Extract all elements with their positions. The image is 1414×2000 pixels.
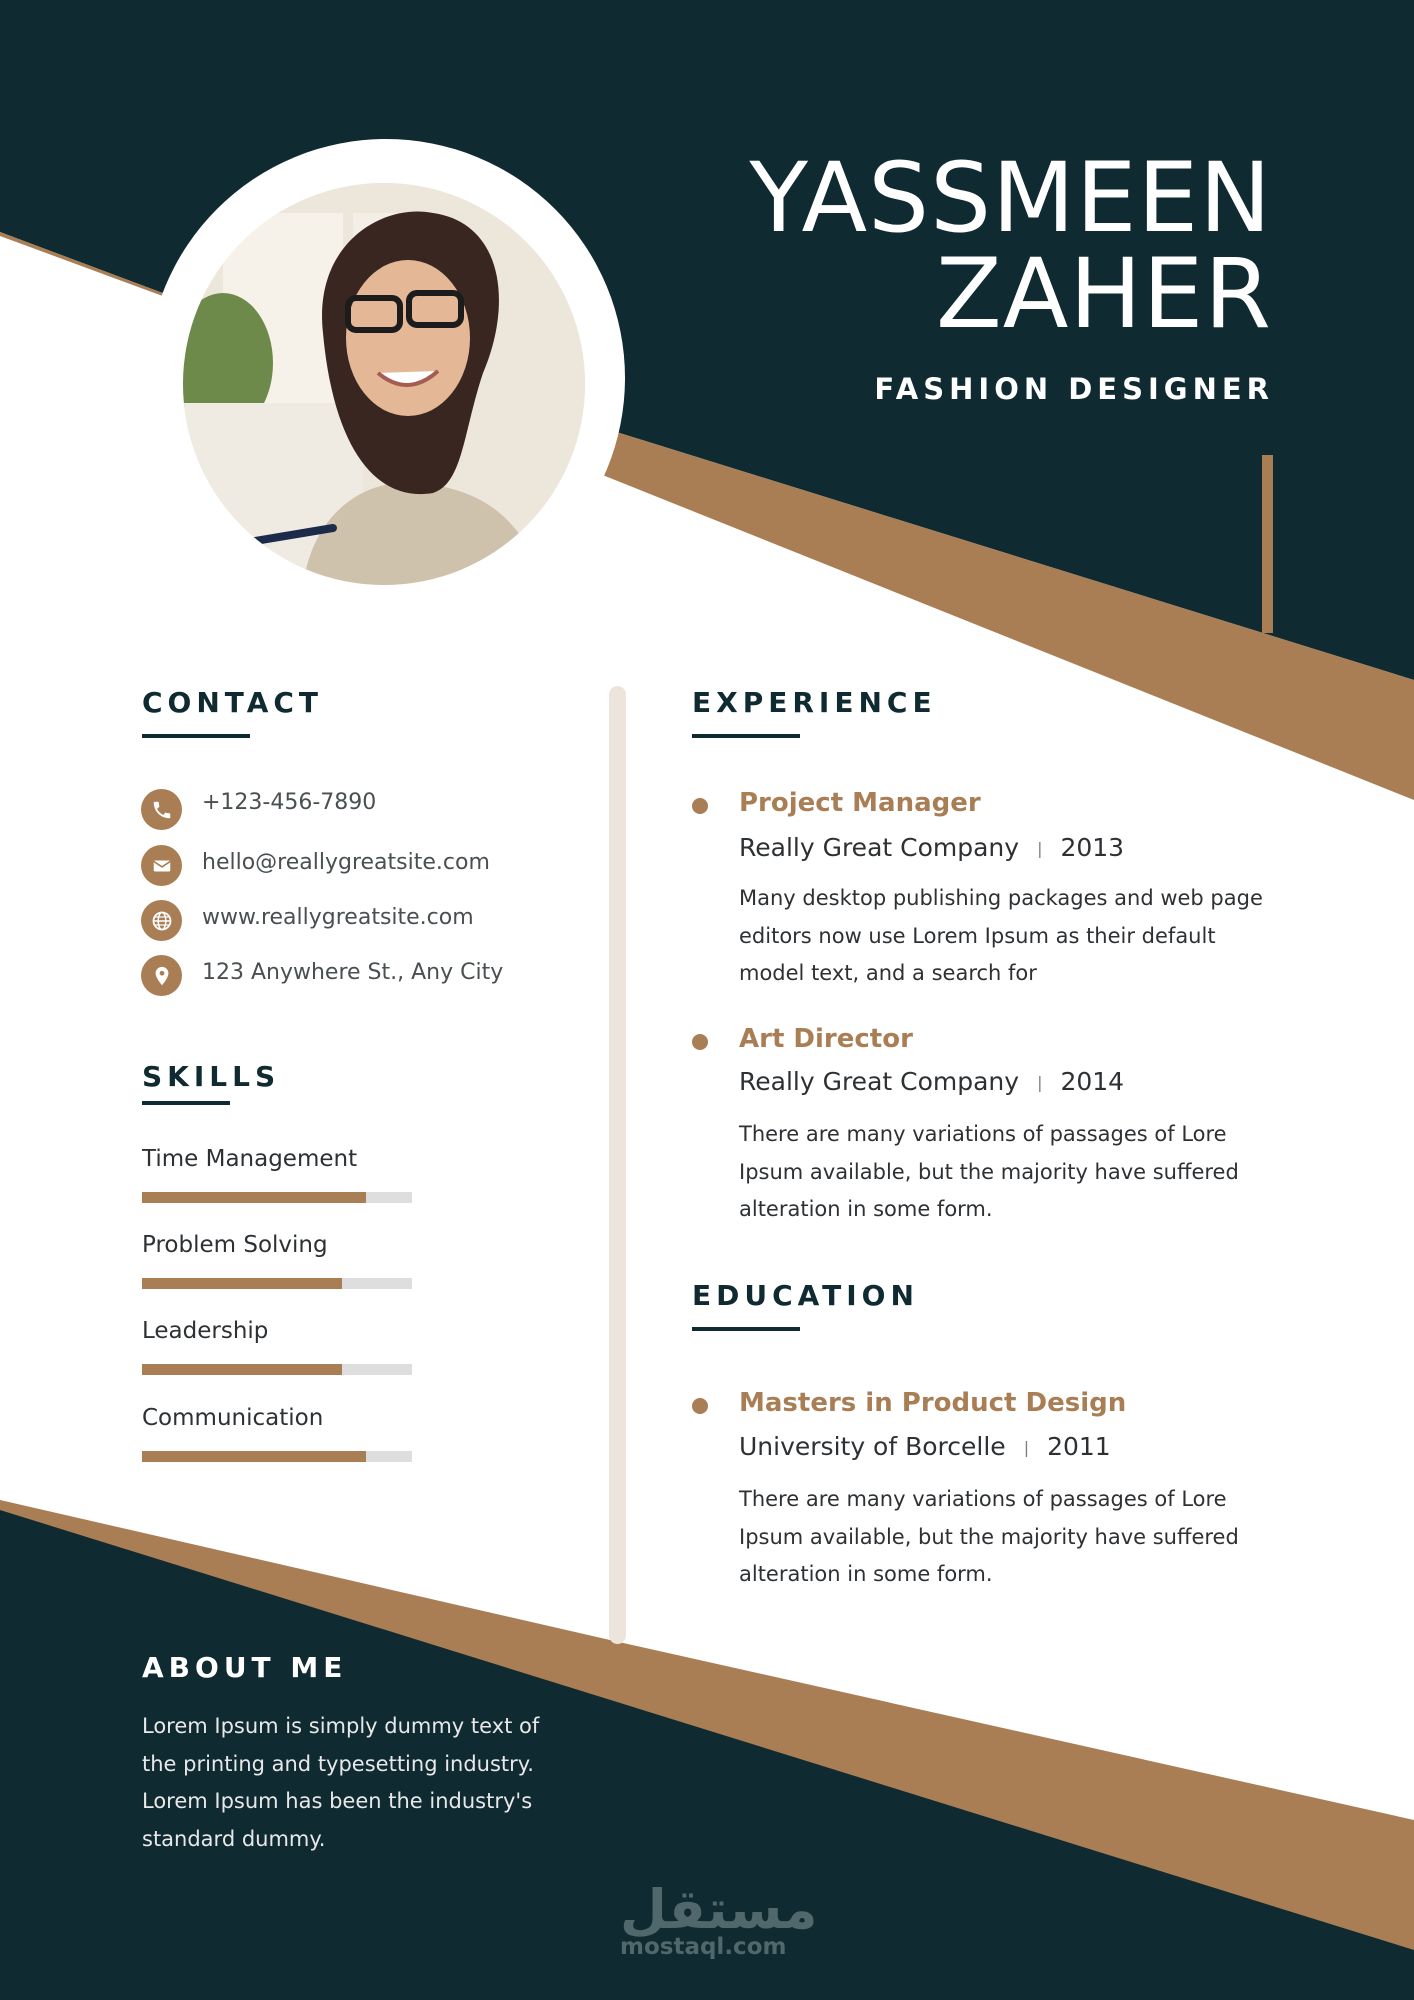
header-accent-bar [1262, 455, 1273, 633]
education-bullet [692, 1398, 708, 1414]
experience-heading: EXPERIENCE [692, 686, 937, 719]
contact-phone[interactable]: +123-456-7890 [202, 790, 377, 815]
separator: | [1023, 1438, 1030, 1457]
experience-company-line [739, 833, 1124, 862]
skill-bar [142, 1278, 412, 1289]
first-name: YASSMEEN [749, 142, 1272, 254]
skill-bar [142, 1364, 412, 1375]
experience-company: Really Great Company [739, 833, 1020, 862]
experience-company-line [739, 1067, 1124, 1096]
phone-icon [141, 789, 182, 830]
experience-bullet [692, 1034, 708, 1050]
skill-label: Time Management [142, 1146, 358, 1172]
separator: | [1037, 1073, 1043, 1092]
experience-description: There are many variations of passages of Lore Ipsum available, but the majority have suffered alteration in some form. [739, 1122, 1239, 1221]
skills-underline [142, 1101, 230, 1105]
experience-bullet [692, 798, 708, 814]
column-divider [609, 686, 626, 1644]
about-text: Lorem Ipsum is simply dummy text of the printing and typesetting industry. Lorem Ipsum has been the industry's standard dummy. [142, 1714, 540, 1851]
education-description: There are many variations of passages of Lore Ipsum available, but the majority have suffered alteration in some form. [739, 1487, 1239, 1586]
last-name: ZAHER [936, 238, 1272, 350]
experience-year: 2014 [1060, 1067, 1125, 1096]
education-heading: EDUCATION [692, 1279, 919, 1312]
contact-heading: CONTACT [142, 686, 324, 719]
experience-year: 2013 [1060, 833, 1125, 862]
skill-bar-fill [142, 1451, 366, 1462]
education-school: University of Borcelle [739, 1432, 1006, 1461]
education-degree: Masters in Product Design [739, 1388, 1127, 1418]
education-underline [692, 1327, 800, 1331]
job-title: FASHION DESIGNER [874, 372, 1274, 406]
watermark-logo: مستقل [620, 1878, 818, 1941]
education-school-line [739, 1432, 1111, 1461]
skills-heading: SKILLS [142, 1060, 281, 1093]
experience-underline [692, 734, 800, 738]
education-year: 2011 [1047, 1432, 1111, 1461]
skill-bar [142, 1192, 412, 1203]
skill-bar [142, 1451, 412, 1462]
location-pin-icon [141, 955, 182, 996]
experience-role: Project Manager [739, 788, 981, 818]
contact-website[interactable]: www.reallygreatsite.com [202, 905, 474, 930]
experience-company: Really Great Company [739, 1067, 1020, 1096]
candidate-name [749, 142, 1272, 350]
contact-email[interactable]: hello@reallygreatsite.com [202, 850, 490, 875]
profile-photo [183, 183, 585, 585]
skill-label: Leadership [142, 1318, 269, 1344]
separator: | [1037, 839, 1043, 858]
skill-label: Communication [142, 1405, 324, 1431]
experience-description: Many desktop publishing packages and web page editors now use Lorem Ipsum as their default model text, and a search for [739, 886, 1263, 985]
skill-bar-fill [142, 1364, 342, 1375]
watermark-site: mostaql.com [620, 1934, 787, 1960]
skill-bar-fill [142, 1278, 342, 1289]
email-icon [141, 845, 182, 886]
skill-bar-fill [142, 1192, 366, 1203]
contact-address: 123 Anywhere St., Any City [202, 960, 504, 985]
globe-icon [141, 900, 182, 941]
skill-label: Problem Solving [142, 1232, 328, 1258]
contact-underline [142, 734, 250, 738]
about-heading: ABOUT ME [142, 1651, 348, 1684]
experience-role: Art Director [739, 1024, 913, 1054]
